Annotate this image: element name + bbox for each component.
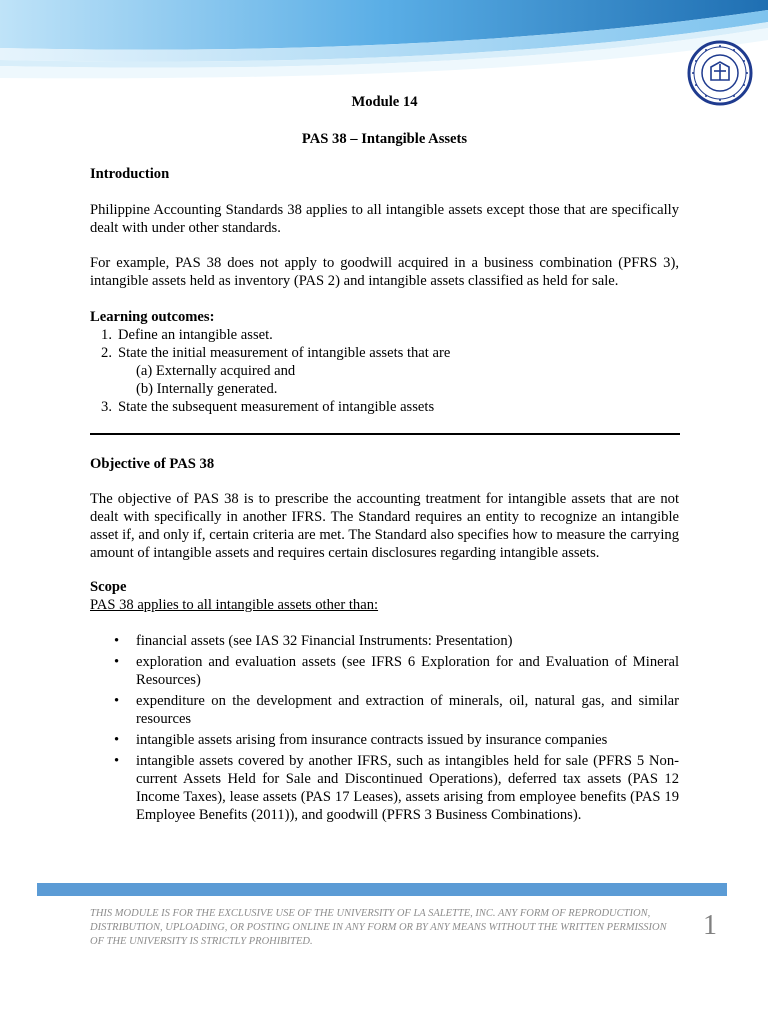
list-item (90, 632, 679, 650)
learning-item-text: State the initial measurement of intangible assets that are (118, 345, 451, 361)
footer-copyright-notice: THIS MODULE IS FOR THE EXCLUSIVE USE OF THE UNIVERSITY OF LA SALETTE, INC. ANY FORM OF REPRODUCTION, DISTRIBUTION, UPLOADING, OR POSTING ONLINE IN ANY FORM OR BY ANY MEANS WITHOUT THE WRITTEN PERMISSION OF THE UNIVERSITY IS STRICTLY PROHIBITED. (90, 908, 667, 947)
learning-item (90, 344, 679, 362)
section-divider (90, 433, 680, 435)
list-item (90, 692, 679, 728)
bullet-icon: • (114, 732, 120, 748)
module-title: Module 14 (351, 94, 418, 110)
learning-item (90, 326, 679, 344)
list-item-text: financial assets (see IAS 32 Financial Instruments: Presentation) (136, 633, 513, 649)
learning-outcomes-heading: Learning outcomes: (90, 309, 215, 325)
list-item (90, 752, 679, 824)
scope-list (90, 632, 679, 827)
list-item-text: exploration and evaluation assets (see IFRS 6 Exploration for and Evaluation of Mineral Resources) (136, 654, 679, 688)
learning-item (90, 398, 679, 416)
scope-heading: Scope (90, 579, 127, 595)
learning-item-text: State the subsequent measurement of intangible assets (118, 399, 435, 415)
header-wave-banner (0, 0, 768, 80)
subject-title: PAS 38 – Intangible Assets (301, 131, 468, 147)
intro-paragraph-1: Philippine Accounting Standards 38 applies to all intangible assets except those that are specifically dealt with under other standards. (90, 202, 679, 236)
scope-intro-line (90, 596, 679, 614)
learning-item-text: Define an intangible asset. (118, 327, 273, 343)
learning-subitem-text: (a) Externally acquired and (136, 363, 296, 379)
learning-subitem (136, 380, 725, 398)
learning-item-number: 1. (101, 327, 112, 343)
page-number: 1 (703, 910, 717, 941)
learning-subitem (136, 362, 725, 380)
objective-heading: Objective of PAS 38 (90, 456, 215, 472)
list-item (90, 653, 679, 689)
intro-paragraph-2: For example, PAS 38 does not apply to goodwill acquired in a business combination (PFRS 3), intangible assets held as inventory (PAS 2) and intangible assets classified as held for sale. (90, 255, 679, 289)
list-item-text: intangible assets arising from insurance contracts issued by insurance companies (136, 732, 608, 748)
learning-item-number: 2. (101, 345, 112, 361)
scope-intro: PAS 38 applies to all intangible assets other than: (90, 597, 379, 613)
bullet-icon: • (114, 654, 120, 670)
list-item (90, 731, 679, 749)
bullet-icon: • (114, 633, 120, 649)
list-item-text: expenditure on the development and extraction of minerals, oil, natural gas, and similar resources (136, 693, 679, 727)
learning-item-number: 3. (101, 399, 112, 415)
bullet-icon: • (114, 693, 120, 709)
objective-paragraph: The objective of PAS 38 is to prescribe the accounting treatment for intangible assets that are not dealt with specifically in another IFRS. The Standard requires an entity to recognize an intangible asset if, and only if, certain criteria are met. The Standard also specifies how to measure the carrying amount of intangible assets and requires certain disclosures regarding intangible assets. (90, 491, 679, 561)
intro-heading: Introduction (90, 166, 170, 182)
bullet-icon: • (114, 753, 120, 769)
learning-subitem-text: (b) Internally generated. (136, 381, 278, 397)
university-seal-logo (687, 40, 753, 106)
list-item-text: intangible assets covered by another IFRS, such as intangibles held for sale (PFRS 5 Non-current Assets Held for Sale and Discontinued Operations), deferred tax assets (PAS 12 Income Taxes), lease assets (PAS 17 Leases), assets arising from employee benefits (PAS 19 Employee Benefits (2011)), and goodwill (PFRS 3 Business Combinations). (136, 753, 679, 823)
footer-bar (37, 883, 727, 896)
